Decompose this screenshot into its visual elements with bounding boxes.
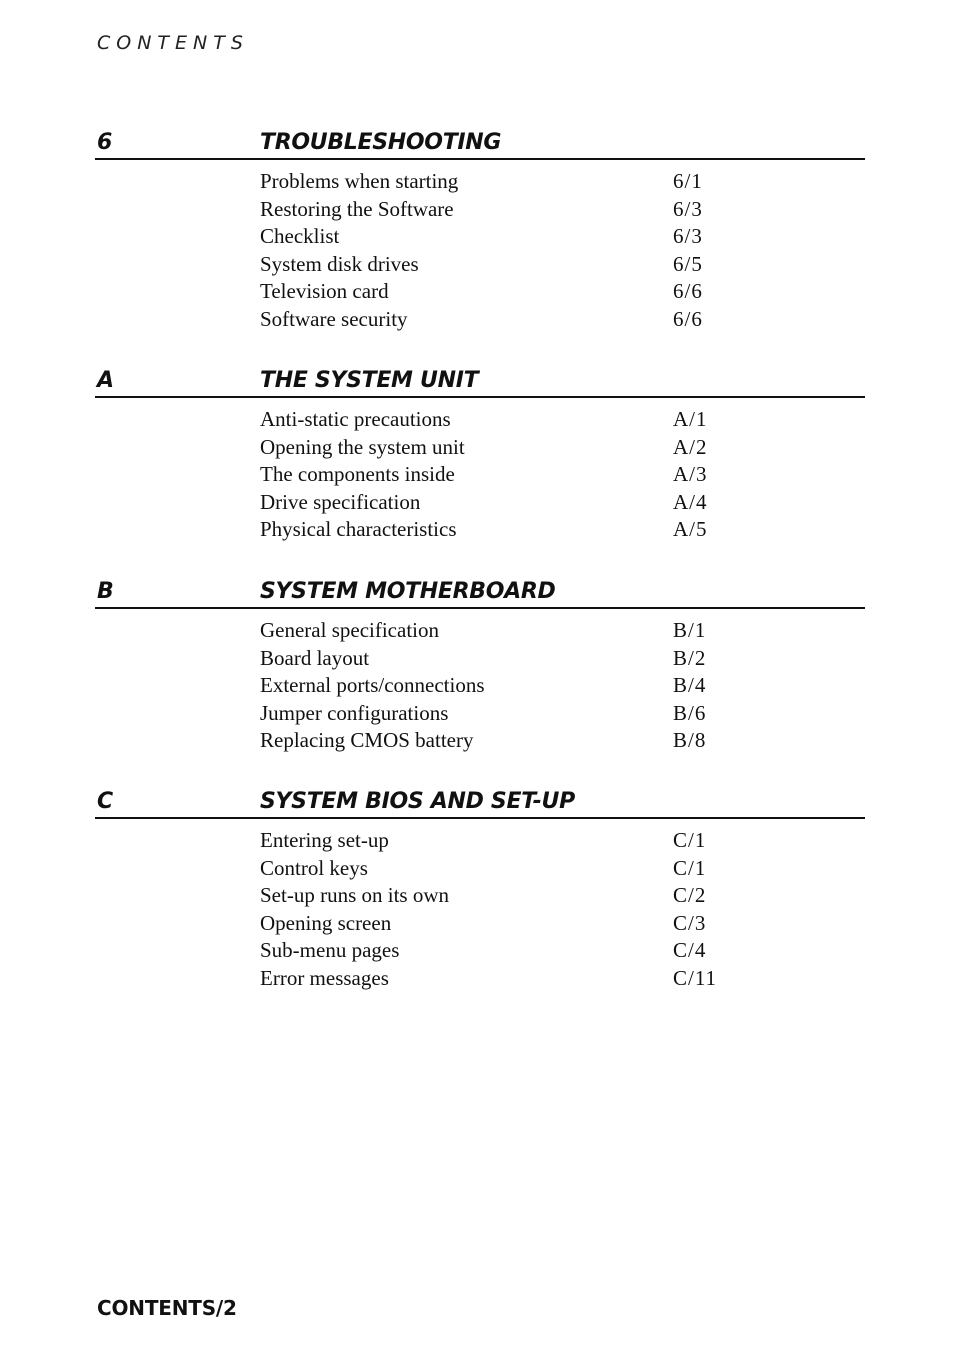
toc-entry-page: 6/6 — [673, 306, 703, 331]
toc-section-troubleshooting — [95, 128, 865, 334]
toc-entry[interactable] — [95, 672, 865, 700]
toc-section-system-unit — [95, 366, 865, 544]
toc-entry[interactable] — [95, 645, 865, 673]
toc-entry[interactable] — [95, 910, 865, 938]
toc-entry-label: Opening the system unit — [260, 434, 465, 459]
section-number: 6 — [97, 130, 113, 155]
toc-entry[interactable] — [95, 168, 865, 196]
toc-entry-page: C/1 — [673, 855, 707, 880]
toc-entry-label: Jumper configurations — [260, 700, 449, 725]
toc-entry-label: Television card — [260, 279, 389, 304]
toc-entry-page: B/2 — [673, 645, 707, 670]
toc-entry[interactable] — [95, 223, 865, 251]
toc-entry-label: Entering set-up — [260, 828, 389, 852]
toc-entry-label: Sub-menu pages — [260, 938, 400, 963]
toc-entry[interactable] — [95, 516, 865, 544]
toc-entry-list — [95, 168, 865, 334]
toc-entry[interactable] — [95, 855, 865, 883]
toc-section-system-bios — [95, 787, 865, 993]
toc-entry-label: Drive specification — [260, 489, 421, 514]
toc-entry-page: C/2 — [673, 883, 707, 908]
toc-entry-label: System disk drives — [260, 251, 419, 276]
toc-entry[interactable] — [95, 937, 865, 965]
toc-entry[interactable] — [95, 461, 865, 489]
toc-entry-label: The components inside — [260, 462, 455, 487]
running-head: CONTENTS — [97, 32, 249, 54]
toc-entry-page: 6/6 — [673, 279, 703, 304]
toc-entry-label: Opening screen — [260, 910, 392, 935]
toc-entry[interactable] — [95, 965, 865, 993]
section-title: THE SYSTEM UNIT — [260, 368, 479, 393]
toc-entry-page: 6/1 — [673, 169, 703, 193]
section-heading — [95, 577, 865, 609]
toc-section-system-motherboard — [95, 577, 865, 755]
toc-entry-page: C/1 — [673, 828, 707, 852]
section-heading — [95, 366, 865, 398]
toc-entry-page: 6/5 — [673, 251, 703, 276]
toc-entry[interactable] — [95, 827, 865, 855]
toc-entry-page: A/3 — [673, 462, 708, 487]
toc-entry-page: A/1 — [673, 407, 708, 431]
toc-entry-page: 6/3 — [673, 196, 703, 221]
toc-entry-label: Anti-static precautions — [260, 407, 451, 431]
toc-entry-label: Replacing CMOS battery — [260, 728, 474, 753]
section-number: B — [97, 579, 114, 604]
toc-entry[interactable] — [95, 196, 865, 224]
section-heading — [95, 787, 865, 819]
toc-entry[interactable] — [95, 434, 865, 462]
toc-entry-label: Error messages — [260, 965, 389, 990]
toc-entry-label: Checklist — [260, 224, 340, 249]
section-title: SYSTEM MOTHERBOARD — [260, 579, 556, 604]
toc-entry-label: Problems when starting — [260, 169, 459, 193]
toc-entry[interactable] — [95, 278, 865, 306]
toc-entry[interactable] — [95, 882, 865, 910]
toc-entry-label: Software security — [260, 306, 408, 331]
toc-entry-page: 6/3 — [673, 224, 703, 249]
toc-entry-page: B/4 — [673, 673, 707, 698]
toc-entry-page: B/6 — [673, 700, 707, 725]
toc-entry-label: Board layout — [260, 645, 370, 670]
toc-entry-page: A/5 — [673, 517, 708, 542]
toc-entry[interactable] — [95, 617, 865, 645]
section-number: C — [97, 789, 114, 814]
toc-entry-label: Physical characteristics — [260, 517, 457, 542]
toc-entry[interactable] — [95, 306, 865, 334]
toc-entry-label: Control keys — [260, 855, 368, 880]
toc-entry-page: B/8 — [673, 728, 707, 753]
toc-entry[interactable] — [95, 251, 865, 279]
toc-entry-list — [95, 827, 865, 993]
toc-entry-list — [95, 617, 865, 755]
toc-entry-list — [95, 406, 865, 544]
toc-entry-label: External ports/connections — [260, 673, 485, 698]
page-folio: CONTENTS/2 — [97, 1296, 237, 1320]
section-number: A — [97, 368, 115, 393]
section-title: SYSTEM BIOS AND SET-UP — [260, 789, 575, 814]
toc-entry-page: C/3 — [673, 910, 707, 935]
section-title: TROUBLESHOOTING — [260, 130, 502, 155]
toc-entry-page: A/4 — [673, 489, 708, 514]
toc-entry-page: A/2 — [673, 434, 708, 459]
toc-entry[interactable] — [95, 700, 865, 728]
toc-entry-label: Restoring the Software — [260, 196, 454, 221]
toc-entry[interactable] — [95, 406, 865, 434]
toc-entry-page: B/1 — [673, 618, 707, 642]
toc-entry-label: Set-up runs on its own — [260, 883, 449, 908]
section-heading — [95, 128, 865, 160]
toc-entry-label: General specification — [260, 618, 439, 642]
toc-entry-page: C/4 — [673, 938, 707, 963]
toc-entry-page: C/11 — [673, 965, 718, 990]
toc-entry[interactable] — [95, 489, 865, 517]
toc-entry[interactable] — [95, 727, 865, 755]
